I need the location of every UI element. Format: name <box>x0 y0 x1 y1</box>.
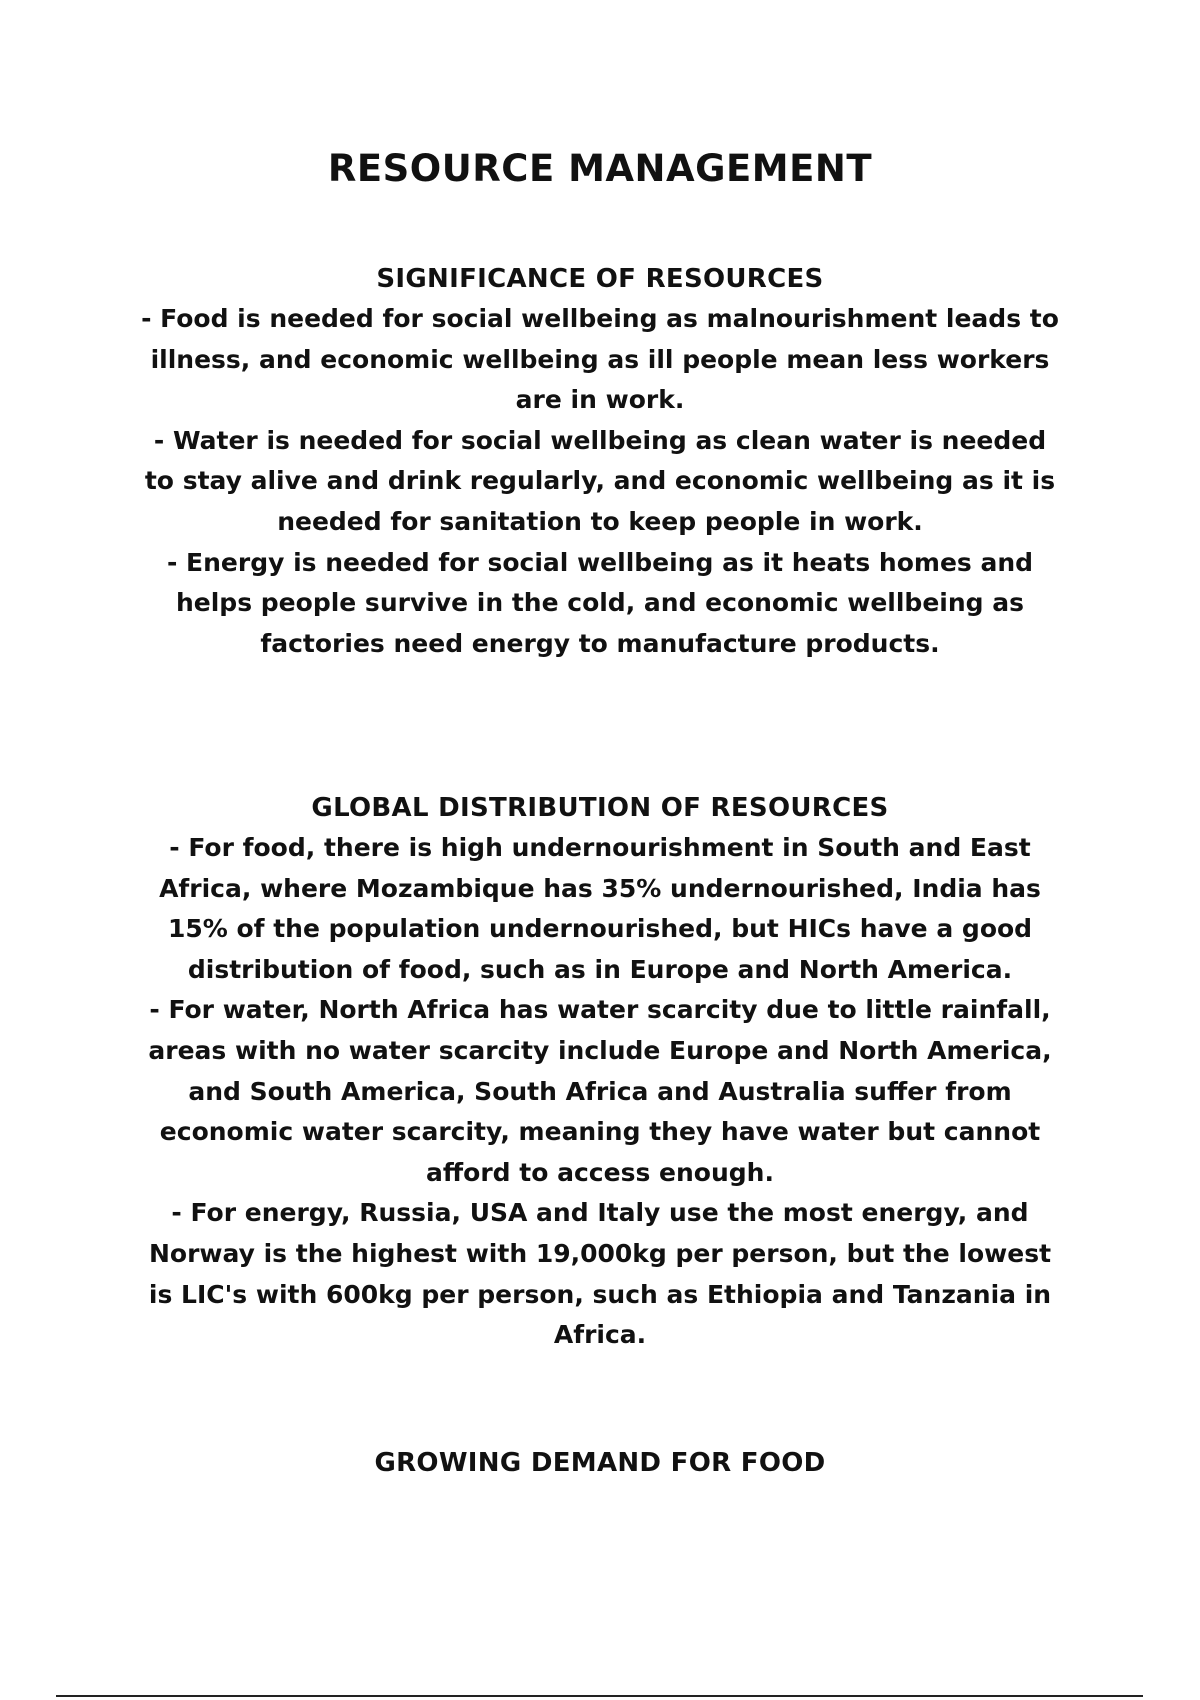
section-global-distribution-of-resources <box>140 788 1060 1356</box>
paragraph-food: - For food, there is high undernourishment in South and East Africa, where Mozambique has 35% undernourished, India has 15% of the population undernourished, but HICs have a good distribution of food, such as in Europe and North America. <box>159 833 1041 984</box>
section-heading: GLOBAL DISTRIBUTION OF RESOURCES <box>311 793 889 823</box>
paragraph-energy: - Energy is needed for social wellbeing as it heats homes and helps people survive in the cold, and economic wellbeing as factories need energy to manufacture products. <box>166 547 1034 658</box>
section-heading: GROWING DEMAND FOR FOOD <box>374 1448 826 1478</box>
section-significance-of-resources <box>140 259 1060 664</box>
paragraph-water: - For water, North Africa has water scarcity due to little rainfall, areas with no water scarcity include Europe and North America, and South America, South Africa and Australia suffer from economic water scarcity, meaning they have water but cannot afford to access enough. <box>148 995 1052 1187</box>
paragraph-energy: - For energy, Russia, USA and Italy use the most energy, and Norway is the highest with 19,000kg per person, but the lowest is LIC's with 600kg per person, such as Ethiopia and Tanzania in Africa. <box>148 1198 1052 1350</box>
page-bottom-rule <box>56 1695 1143 1697</box>
section-heading: SIGNIFICANCE OF RESOURCES <box>376 264 824 294</box>
section-growing-demand-for-food <box>140 1443 1060 1483</box>
paragraph-food: - Food is needed for social wellbeing as malnourishment leads to illness, and economic wellbeing as ill people mean less workers are in work. <box>141 304 1059 415</box>
paragraph-water: - Water is needed for social wellbeing as clean water is needed to stay alive and drink regularly, and economic wellbeing as it is needed for sanitation to keep people in work. <box>144 425 1056 536</box>
document-title: RESOURCE MANAGEMENT <box>327 147 873 190</box>
